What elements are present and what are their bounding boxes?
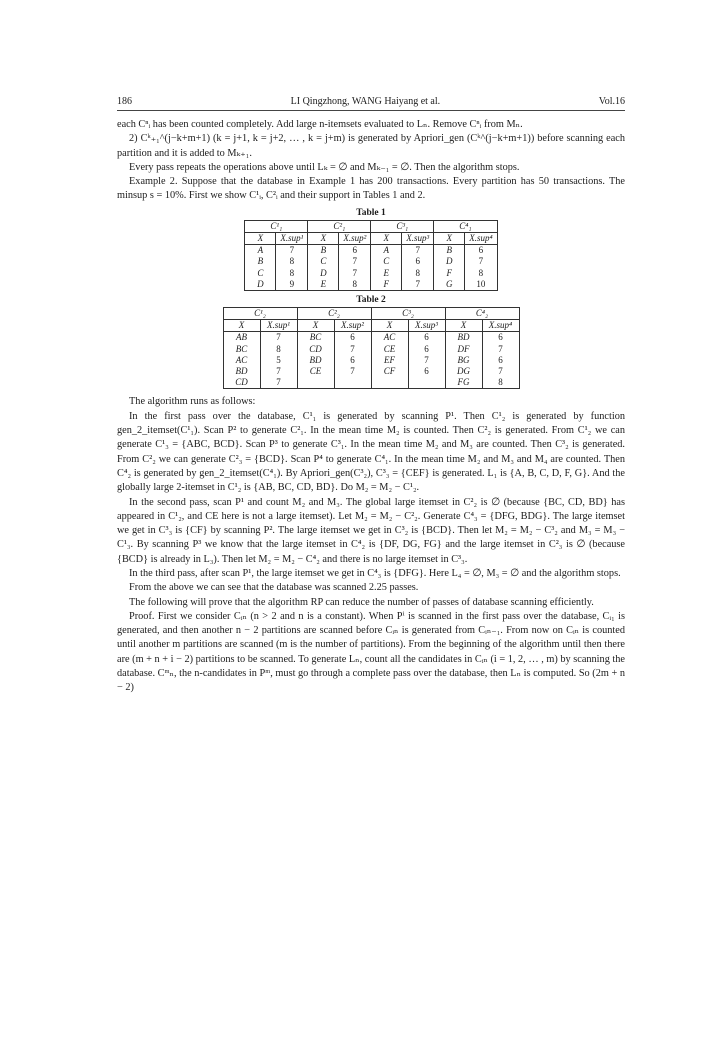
table-cell: 7 (339, 256, 371, 267)
table-cell: E (371, 268, 402, 279)
table-cell: A (245, 245, 276, 257)
column-header: X.sup¹ (276, 232, 308, 244)
column-header: X.sup³ (402, 232, 434, 244)
paragraph: In the third pass, after scan P¹, the large itemset we get in C⁴₃ is {DFG}. Here L₄ = ∅, M₃ = ∅ and the algorithm stops. (129, 567, 621, 579)
column-header: X.sup¹ (260, 320, 297, 332)
table-row (223, 377, 519, 389)
column-header: X (445, 320, 482, 332)
table-cell: 6 (408, 366, 445, 377)
table-cell: AB (223, 332, 260, 344)
table-cell: 8 (276, 268, 308, 279)
header-authors: LI Qingzhong, WANG Haiyang et al. (290, 96, 441, 107)
column-header: X (223, 320, 260, 332)
table-cell: 8 (339, 279, 371, 291)
paragraph: 2) Cᵏ₊₁^(j−k+m+1) (k = j+1, k = j+2, … , k = j+m) is generated by Apriori_gen (Cᵏ^(j−k+m+1)) before scanning each partition and it is added to Mₖ₊₁. (117, 133, 625, 159)
table-cell: B (245, 256, 276, 267)
table-row (245, 268, 497, 279)
table-cell: CF (371, 366, 408, 377)
table-cell: CD (223, 377, 260, 389)
table-cell: 6 (482, 332, 519, 344)
table-cell (297, 377, 334, 389)
table-cell (408, 377, 445, 389)
table-cell: F (371, 279, 402, 291)
table-cell: 6 (334, 332, 371, 344)
table-row (245, 256, 497, 267)
paragraph: In the first pass over the database, C¹₁ is generated by scanning P¹. Then C¹₂ is generated by function gen_2_itemset(C¹₁). Scan P² to generate C²₁. In the mean time M₂ is counted. Then C²₂ is generated. From C¹₂ we can generate C¹₃ = {ABC, BCD}. Scan P³ to generate C³₁. In the mean time M₂ and M₃ are counted. Then C³₂ is generated. From C²₂ we can generate C²₃ = {BCD}. Scan P⁴ to generate C⁴₁. In the mean time M₂ and M₃ and M₄ are counted. Then C⁴₂ is generated by gen_2_itemset(C⁴₁). By Apriori_gen(C³₂), C³₃ = {CEF} is generated. L₁ is {A, B, C, D, F, G}. And the globally large 2-itemset in C¹₂ is {AB, BC, CD, BD}. Do M₂ = M₂ − C¹₂. (117, 410, 625, 494)
column-header: X.sup⁴ (465, 232, 497, 244)
table-cell: C (245, 268, 276, 279)
column-header: X (308, 232, 339, 244)
table-row (223, 355, 519, 366)
table-cell: A (371, 245, 402, 257)
support-table-1 (244, 220, 497, 291)
table-cell: 7 (260, 377, 297, 389)
table-cell: BC (297, 332, 334, 344)
table-cell: 7 (402, 279, 434, 291)
table-group-header: C²₂ (297, 308, 371, 320)
table-cell: 9 (276, 279, 308, 291)
table-cell: C (371, 256, 402, 267)
table-cell: 8 (402, 268, 434, 279)
column-header: X.sup² (334, 320, 371, 332)
support-table-2 (223, 307, 520, 389)
table-group-header: C³₂ (371, 308, 445, 320)
table-cell: 6 (482, 355, 519, 366)
table-cell: B (434, 245, 465, 257)
table-cell (371, 377, 408, 389)
table-group-header: C²₁ (308, 220, 371, 232)
table-cell: AC (223, 355, 260, 366)
table-row (223, 332, 519, 344)
table-cell: 7 (334, 344, 371, 355)
table-cell: 6 (339, 245, 371, 257)
table-group-header: C¹₂ (223, 308, 297, 320)
column-header: X (434, 232, 465, 244)
table-cell: 6 (402, 256, 434, 267)
table-cell: D (434, 256, 465, 267)
table-cell: AC (371, 332, 408, 344)
table-cell: D (245, 279, 276, 291)
column-header: X (245, 232, 276, 244)
table-cell: 8 (260, 344, 297, 355)
table-cell: 7 (339, 268, 371, 279)
table-cell: 7 (465, 256, 497, 267)
table-row (223, 344, 519, 355)
column-header: X.sup³ (408, 320, 445, 332)
table-cell: 8 (276, 256, 308, 267)
table-cell: BD (445, 332, 482, 344)
paragraph: The following will prove that the algorithm RP can reduce the number of passes of database scanning efficiently. (129, 596, 594, 608)
table-cell: 7 (482, 366, 519, 377)
table-cell: F (434, 268, 465, 279)
table-cell: DF (445, 344, 482, 355)
column-header: X (371, 320, 408, 332)
table-cell: 7 (260, 366, 297, 377)
paragraph: each Cⁿᵢ has been counted completely. Add large n-itemsets evaluated to Lₙ. Remove Cⁿᵢ from Mₙ. (117, 119, 523, 130)
table-cell: 8 (482, 377, 519, 389)
table-group-header: C⁴₂ (445, 308, 519, 320)
table-cell: 10 (465, 279, 497, 291)
paragraph: The algorithm runs as follows: (129, 396, 256, 408)
table-cell: 7 (408, 355, 445, 366)
table-cell: E (308, 279, 339, 291)
volume-label: Vol.16 (598, 96, 625, 107)
table-cell: CD (297, 344, 334, 355)
table-cell: 5 (260, 355, 297, 366)
column-header: X.sup² (339, 232, 371, 244)
table-cell: CE (297, 366, 334, 377)
table-cell: 7 (402, 245, 434, 257)
table-cell: BC (223, 344, 260, 355)
table-cell: 6 (408, 344, 445, 355)
paragraph: Every pass repeats the operations above until Lₖ = ∅ and Mₖ₋₁ = ∅. Then the algorithm stops. (129, 161, 520, 173)
table-caption: Table 1 (356, 207, 386, 218)
table-row (223, 366, 519, 377)
table-cell: C (308, 256, 339, 267)
table-cell: 6 (408, 332, 445, 344)
table-caption: Table 2 (356, 295, 386, 305)
table-group-header: C¹₁ (245, 220, 308, 232)
table-cell: BG (445, 355, 482, 366)
table-cell: 6 (465, 245, 497, 257)
running-header (117, 96, 625, 111)
table-group-header: C⁴₁ (434, 220, 497, 232)
paragraph: In the second pass, scan P¹ and count M₂ and M₃. The global large itemset in C²₂ is ∅ (because {BC, CD, BD} has appeared in C¹₂, and CE here is not a large itemset). Let M₂ = M₂ − C²₂. Generate C⁴₃ = {DFG, BDG}. The large itemset we get in C³₃ is {CF} by scanning P². The large itemset we get in C³₂ is {BCD}. Then let M₂ = M₂ − C³₂ and M₃ = M₃ − C¹₃. By scanning P³ we know that the large itemset in C⁴₂ is {DF, DG, FG} and the large itemset in C²₃ is ∅ (because {BCD} is already in L₃). Then let M₂ = M₂ − C⁴₂ and there is no large itemset in C³₃. (117, 496, 625, 565)
table-cell: EF (371, 355, 408, 366)
table-cell: B (308, 245, 339, 257)
table-cell: BD (223, 366, 260, 377)
column-header: X.sup⁴ (482, 320, 519, 332)
table-cell: 8 (465, 268, 497, 279)
table-cell: BD (297, 355, 334, 366)
table-cell: 6 (334, 355, 371, 366)
table-cell: D (308, 268, 339, 279)
column-header: X (297, 320, 334, 332)
column-header: X (371, 232, 402, 244)
table-group-header: C³₁ (371, 220, 434, 232)
table-row (245, 279, 497, 291)
table-row (245, 245, 497, 257)
table-cell: G (434, 279, 465, 291)
table-cell: CE (371, 344, 408, 355)
paragraph: Example 2. Suppose that the database in Example 1 has 200 transactions. Every partition has 50 transactions. The minsup s = 10%. First we show C¹ᵢ, C²ᵢ and their support in Tables 1 and 2. (117, 176, 625, 202)
paragraph: From the above we can see that the database was scanned 2.25 passes. (129, 582, 419, 594)
table-cell: 7 (276, 245, 308, 257)
paper-page (117, 96, 625, 696)
table-cell: FG (445, 377, 482, 389)
table-cell: 7 (260, 332, 297, 344)
table-cell: DG (445, 366, 482, 377)
table-cell: 7 (482, 344, 519, 355)
page-number: 186 (117, 96, 132, 107)
table-cell: 7 (334, 366, 371, 377)
table-cell (334, 377, 371, 389)
paragraph: Proof. First we consider Cᵢₙ (n > 2 and n is a constant). When Pⁱ is scanned in the first pass over the database, Cᵢ₁ is generated, and then another n − 2 partitions are scanned before Cᵢₙ is generated from Cᵢₙ₋₁. From now on Cᵢₙ is counted until another m partitions are scanned (m is the number of partitions). From the beginning of the algorithm until then there are (m + n + i − 2) partitions to be scanned. To generate Lₙ, count all the candidates in Cᵢₙ (i = 1, 2, … , m) by scanning the database. Cᵐₙ, the n-candidates in Pᵐ, must go through a complete pass over the database, then Lₙ is computed. So (2m + n − 2) (117, 610, 625, 694)
